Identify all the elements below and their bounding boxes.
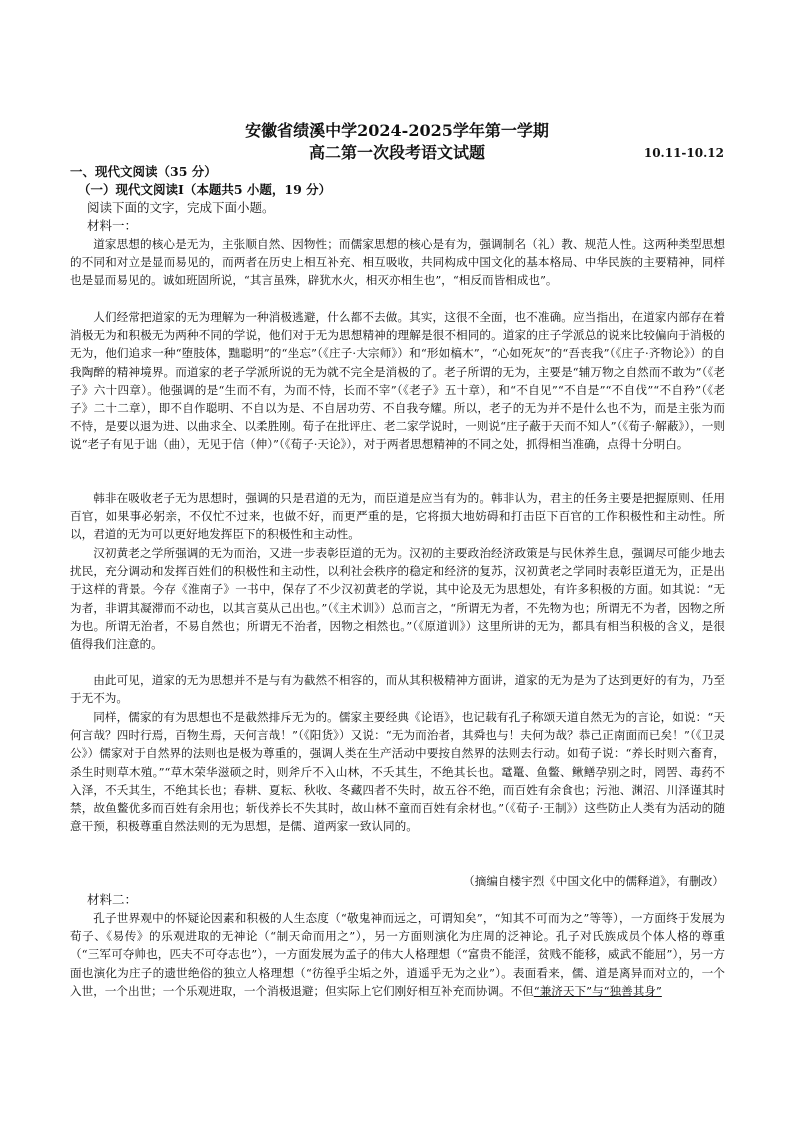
material2-paragraph xyxy=(70,909,725,1000)
material1-paragraph-4: 汉初黄老之学所强调的无为而治，又进一步表彰臣道的无为。汉初的主要政治经济政策是与民休养生息，强调尽可能少地去扰民，充分调动和发挥百姓们的积极性和主动性，以利社会秩序的稳定和经济的复苏，汉初黄老之学同时表彰臣道无为，正是出于这样的背景。今存《淮南子》一书中，保存了不少汉初黄老的学说，其中论及无为思想处，有许多积极的方面。如其说：“无为者，非谓其凝滞而不动也，以其言莫从己出也。”（《主术训》）总而言之，“所谓无为者，不先物为也；所谓无不为者，因物之所为也。所谓无治者，不易自然也；所谓无不治者，因物之相然也。”（《原道训》）这里所讲的无为，都具有相当积极的含义，是很值得我们注意的。 xyxy=(70,546,725,652)
material2-text: 孔子世界观中的怀疑论因素和积极的人生态度（“敬鬼神而远之，可谓知矣”，“知其不可而为之”等等），一方面终于发展为荀子、《易传》的乐观进取的无神论（“制天命而用之”），另一方面则演化为庄周的泛神论。孔子对氏族成员个体人格的尊重（“三军可夺帅也，匹夫不可夺志也”），一方面发展为孟子的伟大人格理想（“富贵不能淫，贫贱不能移，威武不能屈”），另一方面也演化为庄子的遗世绝俗的独立人格理想（“彷徨乎尘垢之外，逍遥乎无为之业”）。表面看来，儒、道是离异而对立的，一个入世，一个出世；一个乐观进取，一个消极退避；但实际上它们刚好相互补充而协调。不但 xyxy=(70,911,725,998)
material1-paragraph-6: 同样，儒家的有为思想也不是截然排斥无为的。儒家主要经典《论语》，也记载有孔子称颂天道自然无为的言论，如说：“天何言哉？四时行焉，百物生焉，天何言哉！”（《阳货》）又说：“无为而治者，其舜也与！夫何为哉？恭己正南面而已矣！”（《卫灵公》）儒家对于自然界的法则也是极为尊重的，强调人类在生产活动中要按自然界的法则去行动。如荀子说：“养长时则六畜育，杀生时则草木殖。”“草木荣华滋硕之时，则斧斤不入山林，不夭其生，不绝其长也。鼋鼍、鱼鳖、鳅鳝孕别之时，罔罟、毒药不入泽，不夭其生，不绝其长也；春耕、夏耘、秋收、冬藏四者不失时，故五谷不绝，而百姓有余食也；污池、渊沼、川泽谨其时禁，故鱼鳖优多而百姓有余用也；斩伐养长不失其时，故山林不童而百姓有余材也。”（《荀子·王制》）这些防止人类有为活动的随意干预，积极尊重自然法则的无为思想，是儒、道两家一致认同的。 xyxy=(70,710,725,834)
exam-date: 10.11-10.12 xyxy=(643,146,724,160)
section-heading: 一、现代文阅读（35 分） xyxy=(70,164,217,179)
material1-source: （摘编自楼宇烈《中国文化中的儒释道》，有删改） xyxy=(463,874,724,888)
exam-subtitle: 高二第一次段考语文试题 xyxy=(308,143,485,162)
material1-label: 材料一： xyxy=(87,218,138,233)
material2-label: 材料二： xyxy=(87,892,138,907)
sub-heading: （一）现代文阅读Ⅰ（本题共5 小题，19 分） xyxy=(78,182,332,197)
material1-paragraph-2: 人们经常把道家的无为理解为一种消极逃避，什么都不去做。其实，这很不全面，也不准确。应当指出，在道家内部存在着消极无为和积极无为两种不同的学说，他们对于无为思想精神的理解是很不相同的。道家的庄子学派总的说来比较偏向于消极的无为，他们追求一种“堕肢体，黜聪明”的“坐忘”（《庄子·大宗师》）和“形如槁木”，“心如死灰”的“吾丧我”（《庄子·齐物论》）的自我陶醉的精神境界。而道家的老子学派所说的无为就不完全是消极的了。老子所谓的无为，主要是“辅万物之自然而不敢为”（《老子》六十四章）。他强调的是“生而不有，为而不恃，长而不宰”（《老子》五十章），和“不自见”“不自是”“不自伐”“不自矜”（《老子》二十二章），即不自作聪明、不自以为是、不自居功劳、不自我夸耀。所以，老子的无为并不是什么也不为，而是主张为而不恃，是要以退为进、以曲求全、以柔胜刚。荀子在批评庄、老二家学说时，一则说“庄子蔽于天而不知人”（《荀子·解蔽》），一则说“老子有见于诎（曲），无见于信（伸）”（《荀子·天论》），对于两者思想精神的不同之处，抓得相当准确，点得十分明白。 xyxy=(70,310,725,452)
material1-paragraph-5: 由此可见，道家的无为思想并不是与有为截然不相容的，而从其积极精神方面讲，道家的无为是为了达到更好的有为，乃至于无不为。 xyxy=(70,673,725,706)
exam-title: 安徽省绩溪中学2024-2025学年第一学期 xyxy=(245,121,549,140)
material1-paragraph-1: 道家思想的核心是无为，主张顺自然、因物性；而儒家思想的核心是有为，强调制名（礼）教、规范人性。这两种类型思想的不同和对立是显而易见的，而两者在历史上相互补充、相互吸收，共同构成中国文化的基本格局、中华民族的主要精神，同样也是显而易见的。诚如班固所说，“其言虽殊，辟犹水火，相灭亦相生也”，“相反而皆相成也”。 xyxy=(70,237,725,288)
underlined-phrase: “兼济天下”与“独善其身” xyxy=(533,983,662,998)
instruction-text: 阅读下面的文字，完成下面小题。 xyxy=(87,200,275,215)
material1-paragraph-3: 韩非在吸收老子无为思想时，强调的只是君道的无为，而臣道是应当有为的。韩非认为，君主的任务主要是把握原则、任用百官，如果事必躬亲，不仅忙不过来，也做不好，而更严重的是，它将损大地妨碍和打击臣下百官的工作积极性和主动性。所以，君道的无为可以更好地发挥臣下的积极性和主动性。 xyxy=(70,491,725,542)
